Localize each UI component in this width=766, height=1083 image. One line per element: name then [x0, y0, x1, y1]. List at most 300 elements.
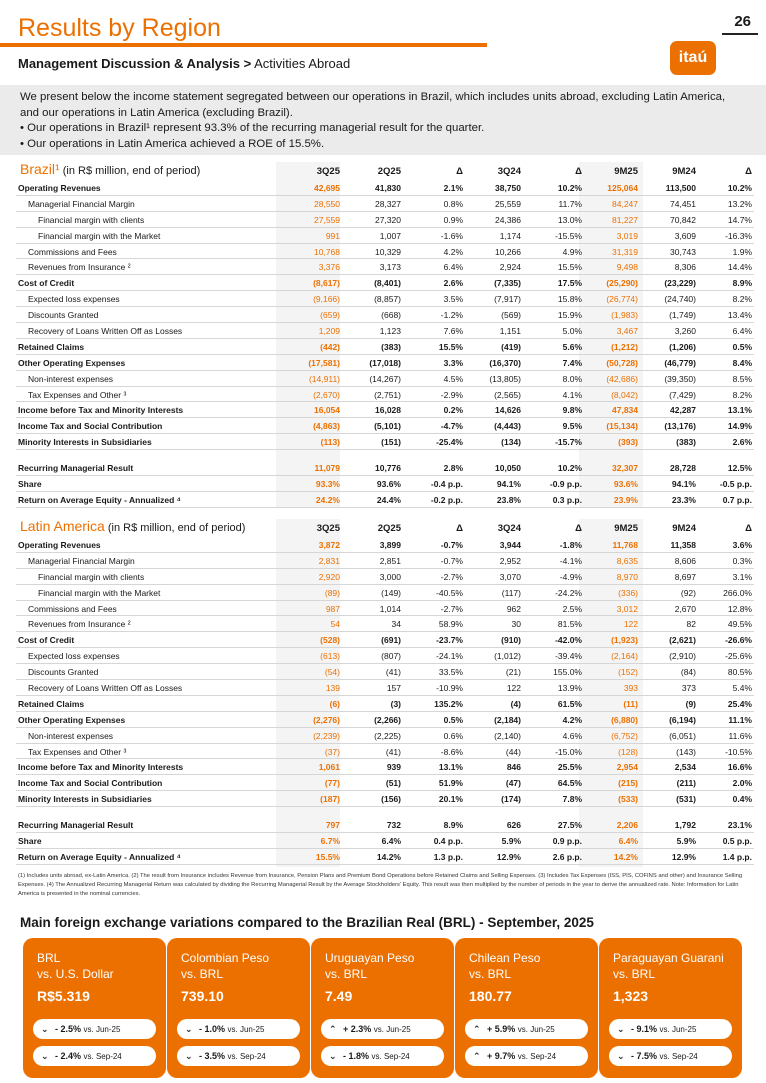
table-row — [16, 775, 754, 791]
table-row — [16, 759, 754, 775]
table-row — [16, 291, 754, 307]
cell: 23.3% — [671, 494, 696, 505]
cell: -4.9% — [559, 571, 582, 582]
cell: 4.2% — [562, 714, 582, 725]
fx-change-period: vs. Sep-24 — [371, 1052, 410, 1061]
column-header: 9M24 — [672, 166, 696, 177]
cell: (691) — [381, 635, 401, 646]
chevron-up-icon: ⌃ — [473, 1051, 481, 1061]
table-row — [16, 569, 754, 585]
chevron-up-icon: ⌃ — [329, 1024, 337, 1034]
row-label: Cost of Credit — [18, 635, 75, 646]
cell: 1,007 — [379, 230, 401, 241]
table-row — [16, 744, 754, 760]
cell: (2,184) — [494, 714, 521, 725]
cell: 797 — [325, 820, 340, 831]
row-label: Financial margin with the Market — [38, 230, 161, 241]
cell: 9.5% — [562, 421, 582, 432]
column-header: 2Q25 — [377, 166, 401, 177]
table-row — [16, 323, 754, 339]
cell: 8,606 — [674, 555, 696, 566]
cell: 25.4% — [727, 698, 752, 709]
cell: (51) — [385, 778, 401, 789]
cell: 11.1% — [728, 714, 752, 725]
cell: 1.4 p.p. — [722, 851, 752, 862]
cell: 0.5% — [443, 714, 463, 725]
cell: (1,983) — [611, 310, 638, 321]
cell: (5,101) — [374, 421, 401, 432]
cell: 93.6% — [376, 479, 401, 490]
cell: 3.1% — [732, 571, 752, 582]
cell: 1,209 — [318, 326, 340, 337]
cell: -39.4% — [555, 651, 582, 662]
cell: 54 — [330, 619, 340, 630]
fx-currency-line2: vs. BRL — [181, 967, 224, 981]
table-row — [16, 585, 754, 601]
cell: (9) — [685, 698, 696, 709]
cell: -2.7% — [440, 603, 463, 614]
cell: 122 — [506, 683, 521, 694]
cell: 5.0% — [562, 326, 582, 337]
cell: (3) — [390, 698, 401, 709]
cell: -40.5% — [436, 587, 463, 598]
row-spacer — [16, 450, 754, 460]
cell: (37) — [324, 746, 340, 757]
cell: 25,559 — [495, 198, 521, 209]
row-label: Retained Claims — [18, 341, 85, 352]
cell: 0.6% — [443, 730, 463, 741]
cell: 3,260 — [674, 326, 696, 337]
fx-currency-line1: BRL — [37, 951, 61, 965]
cell: 3.3% — [443, 357, 463, 368]
row-label: Financial margin with clients — [38, 214, 145, 225]
fx-change-period: vs. Sep-24 — [227, 1052, 266, 1061]
cell: 24.2% — [315, 494, 340, 505]
cell: (2,140) — [494, 730, 521, 741]
row-label: Income Tax and Social Contribution — [18, 778, 163, 789]
cell: -16.3% — [725, 230, 752, 241]
fx-change-pill — [465, 1046, 588, 1066]
fx-change-period: vs. Jun-25 — [227, 1025, 265, 1034]
cell: 10,329 — [375, 246, 401, 257]
cell: (41) — [385, 746, 401, 757]
cell: (2,276) — [313, 714, 340, 725]
fx-card — [455, 938, 598, 1078]
cell: (807) — [381, 651, 401, 662]
cell: 24.4% — [376, 494, 401, 505]
cell: 14.9% — [727, 421, 752, 432]
row-label: Cost of Credit — [18, 278, 75, 289]
cell: (13,176) — [664, 421, 696, 432]
cell: 4.9% — [562, 246, 582, 257]
cell: (128) — [618, 746, 638, 757]
cell: 15.9% — [557, 310, 582, 321]
cell: 13.1% — [727, 405, 752, 416]
cell: (8,042) — [611, 389, 638, 400]
cell: 94.1% — [671, 479, 696, 490]
chevron-down-icon: ⌄ — [329, 1051, 337, 1061]
row-label: Retained Claims — [18, 698, 85, 709]
fx-change-period: vs. Sep-24 — [517, 1052, 557, 1061]
cell: (44) — [505, 746, 521, 757]
cell: 10.2% — [557, 183, 582, 193]
cell: (613) — [320, 651, 340, 662]
footnote: (1) Includes units abroad, ex-Latin America. (2) The result from Insurance includes Revenue from Insurance, Pension Plans and Premium Bond Operations before Retained Claims and Selling Expenses. (3) Includes Tax Expenses (ISS, PIS, COFINS and other) and Insurance Selling Expenses. (4) The Annualized Recurring Managerial Return was calculated by dividing the Recurring Managerial Result by the Average Stockholders' Equity. This result was then multiplied by the number of periods in the year to derive the annualized rate. Note: Information for Latin America is presented in the nominal currencies. — [18, 873, 743, 897]
cell: 6.4% — [732, 326, 752, 337]
cell: (25,290) — [606, 278, 638, 289]
cell: (17,018) — [369, 357, 401, 368]
cell: (47) — [505, 778, 521, 789]
cell: (1,212) — [611, 341, 638, 352]
cell: 14.2% — [613, 851, 638, 862]
cell: 34 — [391, 619, 401, 630]
fx-currency-name — [37, 950, 114, 982]
cell: 4.5% — [443, 373, 463, 384]
cell: 11,358 — [670, 540, 696, 550]
cell: 28,550 — [314, 198, 340, 209]
cell: 10,776 — [375, 463, 401, 474]
cell: 1,151 — [499, 326, 521, 337]
cell: 2,851 — [379, 555, 401, 566]
cell: 6.4% — [381, 836, 401, 847]
row-label: Income Tax and Social Contribution — [18, 421, 163, 432]
cell: 2.6 p.p. — [552, 851, 582, 862]
fx-currency-line2: vs. BRL — [469, 967, 512, 981]
fx-change-value: - 1.8% — [343, 1051, 372, 1061]
cell: (215) — [618, 778, 638, 789]
table-row — [16, 601, 754, 617]
cell: 11.7% — [558, 198, 582, 209]
chevron-up-icon: ⌃ — [473, 1024, 481, 1034]
cell: -15.5% — [555, 230, 582, 241]
cell: 11,768 — [612, 540, 638, 550]
cell: 16,028 — [375, 405, 401, 416]
intro-bullet-brazil: • Our operations in Brazil¹ represent 93.3% of the recurring managerial result for the quarter. — [20, 122, 485, 134]
cell: 8,697 — [674, 571, 696, 582]
cell: (16,370) — [489, 357, 521, 368]
cell: 1,174 — [499, 230, 521, 241]
cell: 1,061 — [318, 762, 340, 773]
cell: 2,952 — [499, 555, 521, 566]
cell: 9,498 — [616, 262, 638, 273]
table-row — [16, 228, 754, 244]
brazil-title-unit: (in R$ million, end of period) — [59, 165, 201, 177]
cell: (8,401) — [374, 278, 401, 289]
cell: (143) — [676, 746, 696, 757]
cell: 732 — [386, 820, 401, 831]
cell: (528) — [320, 635, 340, 646]
cell: 10,266 — [495, 246, 521, 257]
row-label: Income before Tax and Minority Interests — [18, 405, 184, 416]
column-header: Δ — [456, 523, 463, 534]
fx-currency-line2: vs. BRL — [325, 967, 368, 981]
row-label: Revenues from Insurance ² — [28, 619, 131, 630]
cell: 33.5% — [438, 667, 463, 678]
row-label: Tax Expenses and Other ³ — [28, 389, 127, 400]
cell: 11.6% — [728, 730, 752, 741]
cell: (393) — [618, 437, 638, 448]
cell: 8.9% — [443, 820, 463, 831]
cell: 0.8% — [443, 198, 463, 209]
fx-change-value: - 1.0% — [199, 1024, 228, 1034]
cell: 846 — [506, 762, 521, 773]
row-label: Discounts Granted — [28, 667, 99, 678]
cell: 13.4% — [727, 310, 752, 321]
cell: -23.7% — [436, 635, 463, 646]
cell: 64.5% — [557, 778, 582, 789]
cell: 38,750 — [495, 183, 521, 193]
fx-change-period: vs. Sep-24 — [83, 1052, 122, 1061]
breadcrumb-section: Management Discussion & Analysis > — [18, 56, 252, 71]
cell: (134) — [501, 437, 521, 448]
cell: 2,670 — [674, 603, 696, 614]
cell: 15.8% — [557, 294, 582, 305]
cell: (2,670) — [313, 389, 340, 400]
row-label: Tax Expenses and Other ³ — [28, 746, 127, 757]
cell: (6,880) — [611, 714, 638, 725]
table-row — [16, 259, 754, 275]
cell: 41,830 — [375, 183, 401, 193]
cell: 2,206 — [616, 820, 638, 831]
table-row — [16, 180, 754, 196]
fx-currency-line1: Chilean Peso — [469, 951, 541, 965]
cell: (569) — [501, 310, 521, 321]
table-row — [16, 434, 754, 450]
cell: 12.5% — [727, 463, 752, 474]
cell: -1.6% — [440, 230, 463, 241]
table-row — [16, 537, 754, 553]
cell: (2,565) — [494, 389, 521, 400]
cell: (50,728) — [606, 357, 638, 368]
row-label: Recovery of Loans Written Off as Losses — [28, 326, 183, 337]
fx-rate-value: 1,323 — [613, 988, 649, 1004]
cell: 5.6% — [562, 341, 582, 352]
cell: (533) — [618, 794, 638, 805]
cell: 28,327 — [375, 198, 401, 209]
table-row — [16, 492, 754, 508]
cell: 3,173 — [379, 262, 401, 273]
fx-section-title: Main foreign exchange variations compared to the Brazilian Real (BRL) - September, 2025 — [20, 915, 594, 930]
cell: (151) — [381, 437, 401, 448]
cell: 27.5% — [557, 820, 582, 831]
cell: 2,924 — [499, 262, 521, 273]
intro-paragraph: We present below the income statement segregated between our operations in Brazil, which includes units abroad, excluding Latin America, and our operations in Latin America (excluding Brazil). — [20, 91, 726, 119]
cell: 8.2% — [732, 294, 752, 305]
table-row — [16, 371, 754, 387]
cell: 8,306 — [674, 262, 696, 273]
cell: 125,064 — [607, 183, 638, 193]
cell: 31,319 — [612, 246, 638, 257]
cell: 8.9% — [732, 278, 752, 289]
cell: 0.9% — [443, 214, 463, 225]
row-label: Commissions and Fees — [28, 603, 117, 614]
row-label: Income before Tax and Minority Interests — [18, 762, 184, 773]
cell: 8.0% — [562, 373, 582, 384]
cell: -24.1% — [436, 651, 463, 662]
intro-bullet-latam: • Our operations in Latin America achieved a ROE of 15.5%. — [20, 137, 325, 150]
cell: (84) — [680, 667, 696, 678]
row-label: Operating Revenues — [18, 183, 101, 193]
cell: 84,247 — [612, 198, 638, 209]
table-row — [16, 833, 754, 849]
column-header: Δ — [575, 523, 582, 534]
cell: (910) — [501, 635, 521, 646]
cell: 14,626 — [495, 405, 521, 416]
chevron-down-icon: ⌄ — [617, 1051, 625, 1061]
cell: -1.2% — [440, 310, 463, 321]
cell: -10.9% — [436, 683, 463, 694]
cell: (6,752) — [611, 730, 638, 741]
cell: 58.9% — [438, 619, 463, 630]
fx-card — [23, 938, 166, 1078]
cell: (9,166) — [313, 294, 340, 305]
cell: 93.3% — [315, 479, 340, 490]
cell: -0.7% — [440, 555, 463, 566]
table-row — [16, 696, 754, 712]
fx-currency-name — [325, 950, 414, 982]
table-row — [16, 728, 754, 744]
cell: (113) — [320, 437, 340, 448]
cell: 8.5% — [732, 373, 752, 384]
cell: 20.1% — [438, 794, 463, 805]
row-label: Minority Interests in Subsidiaries — [18, 437, 152, 448]
cell: 61.5% — [557, 698, 582, 709]
cell: (117) — [501, 587, 521, 598]
cell: (211) — [676, 778, 696, 789]
cell: 11,079 — [314, 463, 340, 474]
cell: -0.7% — [440, 540, 463, 550]
cell: 6.7% — [320, 836, 340, 847]
row-spacer — [16, 807, 754, 817]
cell: 13.9% — [557, 683, 582, 694]
cell: 81.5% — [557, 619, 582, 630]
column-header: Δ — [745, 166, 752, 177]
row-label: Non-interest expenses — [28, 730, 114, 741]
column-header: Δ — [745, 523, 752, 534]
fx-change-value: - 3.5% — [199, 1051, 228, 1061]
cell: 939 — [386, 762, 401, 773]
cell: 135.2% — [434, 698, 463, 709]
cell: -4.1% — [559, 555, 582, 566]
cell: (42,686) — [606, 373, 638, 384]
cell: 7.8% — [562, 794, 582, 805]
row-label: Expected loss expenses — [28, 294, 120, 305]
cell: 8.4% — [732, 357, 752, 368]
cell: (383) — [381, 341, 401, 352]
cell: 10.2% — [727, 183, 752, 193]
cell: 1,014 — [379, 603, 401, 614]
cell: 393 — [623, 683, 638, 694]
row-label: Financial margin with clients — [38, 571, 145, 582]
cell: 0.9 p.p. — [552, 836, 582, 847]
cell: 12.9% — [671, 851, 696, 862]
cell: 13.2% — [727, 198, 752, 209]
cell: 0.5% — [732, 341, 752, 352]
column-header: Δ — [456, 166, 463, 177]
chevron-down-icon: ⌄ — [185, 1024, 193, 1034]
cell: 24,386 — [495, 214, 521, 225]
fx-currency-name — [469, 950, 540, 982]
cell: 626 — [506, 820, 521, 831]
cell: (4,863) — [313, 421, 340, 432]
cell: -4.7% — [440, 421, 463, 432]
fx-currency-name — [613, 950, 724, 982]
cell: (14,911) — [308, 373, 340, 384]
cell: 3,467 — [616, 326, 638, 337]
cell: 27,320 — [375, 214, 401, 225]
table-row — [16, 275, 754, 291]
fx-change-period: vs. Jun-25 — [373, 1025, 411, 1034]
row-label: Financial margin with the Market — [38, 587, 161, 598]
cell: -25.4% — [436, 437, 463, 448]
cell: -2.7% — [440, 571, 463, 582]
cell: (77) — [324, 778, 340, 789]
table-row — [16, 355, 754, 371]
cell: (1,012) — [494, 651, 521, 662]
cell: 2,831 — [318, 555, 340, 566]
cell: (1,923) — [611, 635, 638, 646]
cell: (531) — [676, 794, 696, 805]
cell: (6,194) — [669, 714, 696, 725]
fx-change-pill — [177, 1046, 300, 1066]
cell: (4) — [510, 698, 521, 709]
title-underline — [0, 43, 487, 47]
cell: -8.6% — [440, 746, 463, 757]
cell: 15.5% — [438, 341, 463, 352]
cell: -10.5% — [725, 746, 752, 757]
fx-change-pill — [465, 1019, 588, 1039]
cell: 1.3 p.p. — [433, 851, 463, 862]
cell: 94.1% — [496, 479, 521, 490]
brazil-income-table — [16, 160, 754, 508]
cell: 139 — [325, 683, 340, 694]
column-header: 2Q25 — [377, 523, 401, 534]
cell: 2.0% — [732, 778, 752, 789]
cell: 3,012 — [616, 603, 638, 614]
cell: 13.1% — [438, 762, 463, 773]
cell: 14.7% — [727, 214, 752, 225]
cell: 3.6% — [732, 540, 752, 550]
cell: (8,617) — [313, 278, 340, 289]
cell: (442) — [320, 341, 340, 352]
table-row — [16, 791, 754, 807]
cell: 80.5% — [727, 667, 752, 678]
row-label: Return on Average Equity - Annualized ⁴ — [18, 494, 181, 505]
table-row — [16, 244, 754, 260]
chevron-down-icon: ⌄ — [185, 1051, 193, 1061]
chevron-down-icon: ⌄ — [41, 1051, 49, 1061]
table-row — [16, 712, 754, 728]
cell: 2,920 — [318, 571, 340, 582]
cell: 2.6% — [443, 278, 463, 289]
cell: 1,123 — [379, 326, 401, 337]
cell: 14.4% — [727, 262, 752, 273]
cell: 81,227 — [612, 214, 638, 225]
fx-currency-name — [181, 950, 269, 982]
fx-rate-value: 180.77 — [469, 988, 512, 1004]
latam-title-text: Latin America — [20, 518, 105, 534]
fx-change-value: - 7.5% — [631, 1051, 660, 1061]
fx-change-pill — [609, 1019, 732, 1039]
table-row — [16, 553, 754, 569]
fx-card — [599, 938, 742, 1078]
cell: 9.8% — [562, 405, 582, 416]
fx-currency-line2: vs. U.S. Dollar — [37, 967, 114, 981]
cell: (54) — [324, 667, 340, 678]
fx-currency-line1: Colombian Peso — [181, 951, 270, 965]
cell: -15.0% — [555, 746, 582, 757]
table-row — [16, 616, 754, 632]
